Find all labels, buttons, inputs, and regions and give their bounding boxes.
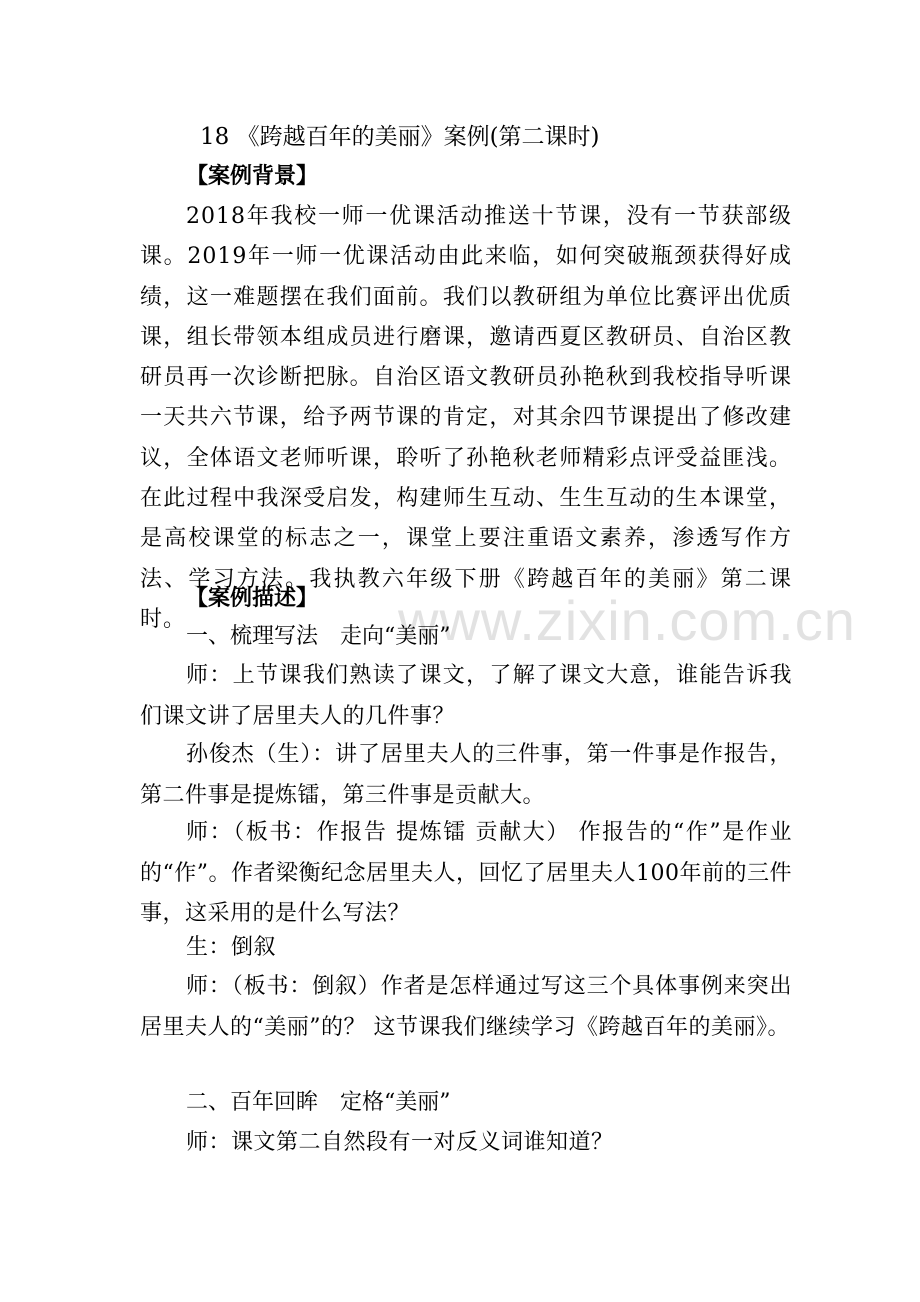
watermark: www.zixin.com.cn: [398, 589, 856, 652]
background-paragraph: 2018年我校一师一优课活动推送十节课，没有一节获部级课。2019年一师一优课活动由此来临，如何突破瓶颈获得好成绩，这一难题摆在我们面前。我们以教研组为单位比赛评出优质课，组长带领本组成员进行磨课，邀请西夏区教研员、自治区教研员再一次诊断把脉。自治区语文教研员孙艳秋到我校指导听课一天共六节课，给予两节课的肯定，对其余四节课提出了修改建议，全体语文老师听课，聆听了孙艳秋老师精彩点评受益匪浅。在此过程中我深受启发，构建师生互动、生生互动的生本课堂，是高校课堂的标志之一，课堂上要注重语文素养，渗透写作方法、学习方法。我执教六年级下册《跨越百年的美丽》第二课时。: [140, 204, 792, 632]
dialogue-paragraph-6: 师：课文第二自然段有一对反义词谁知道？: [186, 1130, 614, 1155]
dialogue-paragraph-2: 孙俊杰（生）：讲了居里夫人的三件事，第一件事是作报告，第二件事是提炼镭，第三件事是贡献大。: [140, 742, 792, 808]
background-heading: 【案例背景】: [186, 163, 319, 189]
dialogue-paragraph-5: 师：（板书：倒叙）作者是怎样通过写这三个具体事例来突出居里夫人的“美丽”的？ 这节课我们继续学习《跨越百年的美丽》。: [140, 974, 792, 1040]
section-heading-2: 二、百年回眸 定格“美丽”: [186, 1090, 451, 1115]
dialogue-paragraph-4: 生：倒叙: [186, 935, 277, 960]
document-title: 18 《跨越百年的美丽》案例(第二课时): [200, 124, 600, 150]
dialogue-paragraph-1: 师：上节课我们熟读了课文，了解了课文大意，谁能告诉我们课文讲了居里夫人的几件事？: [140, 663, 792, 729]
dialogue-paragraph-3: 师：（板书：作报告 提炼镭 贡献大） 作报告的“作”是作业的“作”。作者梁衡纪念居里夫人，回忆了居里夫人100年前的三件事，这采用的是什么写法？: [140, 820, 792, 926]
description-heading: 【案例描述】: [186, 585, 319, 611]
section-heading-1: 一、梳理写法 走向“美丽”: [186, 624, 451, 649]
